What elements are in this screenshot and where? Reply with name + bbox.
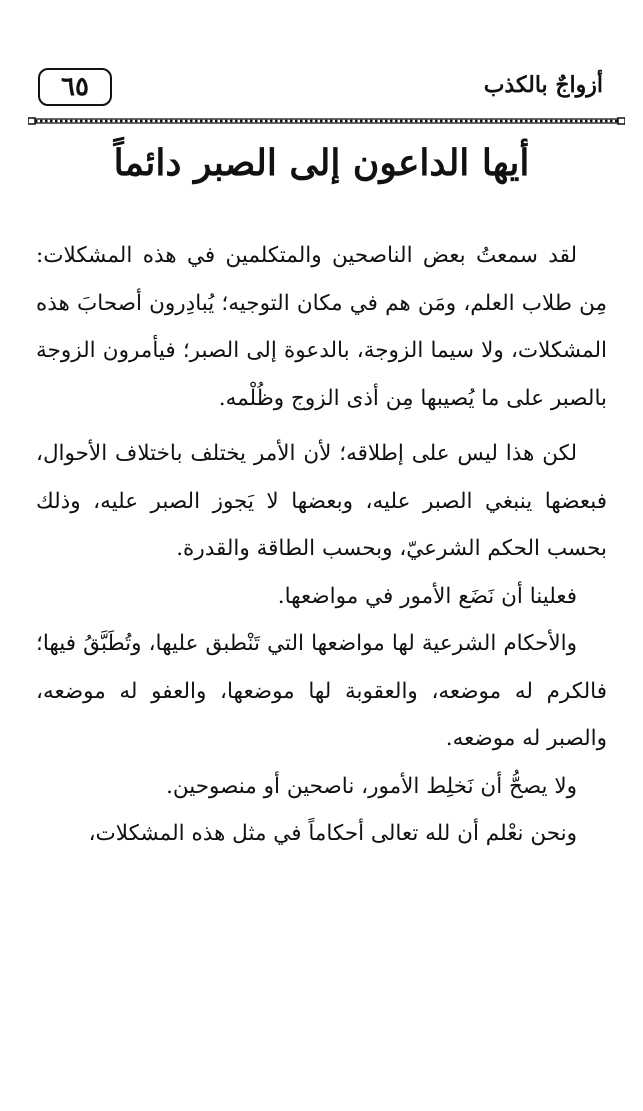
paragraph: لقد سمعتُ بعض الناصحين والمتكلمين في هذه المشكلات: مِن طلاب العلم، ومَن هم في مكان التوجيه؛ يُبادِرون أصحابَ هذه المشكلات، ولا سيما الزوجة، بالدعوة إلى الصبر؛ فيأمرون الزوجة بالصبر على ما يُصيبها مِن أذى الزوج وظُلْمه.: [36, 243, 607, 411]
running-book-title: أزواجٌ بالكذب: [483, 72, 603, 98]
running-header: [28, 68, 603, 112]
paragraph: لكن هذا ليس على إطلاقه؛ لأن الأمر يختلف باختلاف الأحوال، فبعضها ينبغي الصبر عليه، وبعضها لا يَجوز الصبر عليه، وذلك بحسب الحكم الشرعيّ، وبحسب الطاقة والقدرة.: [36, 441, 607, 561]
body-text: [36, 232, 607, 858]
header-divider: [28, 116, 625, 126]
paragraph: فعلينا أن نَضَع الأمور في مواضعها.: [277, 583, 577, 609]
chapter-title: أيها الداعون إلى الصبر دائماً: [113, 142, 530, 184]
paragraph: ولا يصحُّ أن نَخلِط الأمور، ناصحين أو منصوحين.: [166, 773, 577, 799]
page-number: ٦٥: [38, 68, 112, 106]
paragraph: ونحن نعْلم أن لله تعالى أحكاماً في مثل هذه المشكلات،: [88, 821, 577, 846]
paragraph: والأحكام الشرعية لها مواضعها التي تَنْطبق عليها، وتُطَبَّقُ فيها؛ فالكرم له موضعه، والعقوبة لها موضعها، والعفو له موضعه، والصبر له موضعه.: [36, 631, 607, 751]
dotted-rule-ornament: [28, 116, 625, 126]
